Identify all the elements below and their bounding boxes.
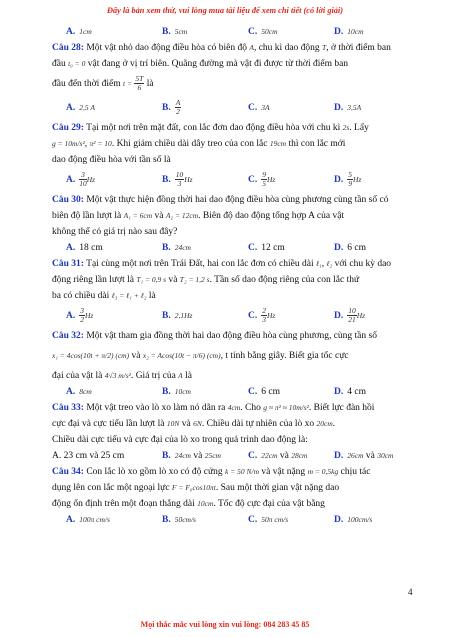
answer-row: A. $\frac{3}{10}$ Hz B. $\frac{10}{3}$ Hz C. $\frac{9}{5}$ Hz D. $\frac{5}{9}$ Hz	[66, 170, 362, 189]
page-number: 4	[408, 587, 413, 597]
question-31: Câu 31: Tại cùng một nơi trên Trái Đất, hai con lắc đơn có chiều dài ℓ₁, ℓ₂ với chu kỳ dao	[52, 259, 392, 269]
answer-row: A. 2,5 A B. $\frac{A}{2}$ C. 3A D. 3,5A	[66, 98, 362, 117]
question-30: Câu 30: Một vật thực hiện đồng thời hai dao động điều hòa cùng phương cùng tần số có	[52, 195, 389, 205]
question-32: Câu 32: Một vật tham gia đồng thời hai dao động điều hòa cùng phương, cùng tần số	[52, 331, 377, 341]
answer-row: A. 8cm B. 10cm C. 6 cm D. 4 cm	[66, 387, 366, 397]
answer-row: A. $\frac{3}{2}$ Hz B. 2,1Hz C. $\frac{2}{3}$ Hz D. $\frac{10}{21}$ Hz	[66, 306, 366, 325]
answer-row: A. 18 cm B. 24cm C. 12 cm D. 6 cm	[66, 243, 366, 253]
option-a: 1cm	[79, 27, 92, 36]
question-29: Câu 29: Tại một nơi trên mặt đất, con lắc đơn dao động điều hòa với chu kì 2s. Lấy	[52, 123, 369, 133]
question-34: Câu 34: Con lắc lò xo gồm lò xo có độ cứng k = 50 N/m và vật nặng m = 0,5kg chịu tác	[52, 467, 371, 477]
option-b: 5cm	[174, 27, 188, 36]
answer-row: A. 100π cm/s B. 50cm/s C. 50π cm/s D. 100cm/s	[66, 515, 373, 525]
document-page: A. 1cm B. 5cm C. 50cm D. 10cm Câu 28: Một vật nhỏ dao động điều hòa có biên độ A, chu kì dao động T, ở thời điểm ban đầu t₀ = 0 vật đang ở vị trí biên. Quãng đường mà vật đi được từ thời điểm ban đầu đến thời điểm t = $\frac{5T}{6}$ là A. 2,5 A B. $\frac{A}{2}$ C. 3A D. 3,5A Câu 29: Tại một nơi trên mặt đất, con lắc đơn dao động điều hòa với chu kì 2s. Lấy g = 10m/s², π² = 10. Khi giảm chiều dài dây treo của con lắc 19cm thì con lắc mới dao động điều hòa với tần số là A. $\frac{3}{10}$ Hz B. $\frac{10}{3}$ Hz C. $\frac{9}{5}$ Hz D. $\frac{5}{9}$ Hz Câu 30: Một vật thực hiện đồng thời hai dao động điều hòa cùng phương cùng tần số có biên độ lần lượt là A₁ = 6cm và A₂ = 12cm. Biên độ dao động tổng hợp A của vật không thể có giá trị nào sau đây? A. 18 cm B. 24cm C. 12 cm D. 6 cm Câu 31: Tại cùng một nơi trên Trái Đất, hai con lắc đơn có chiều dài ℓ₁, ℓ₂ với chu kỳ dao động riêng lần lượt là T₁ = 0,9 s và T₂ = 1,2 s. Tần số dao động riêng của con lắc thứ ba có chiều dài ℓ₃ = ℓ₁ + ℓ₂ là A. $\frac{3}{2}$ Hz B. 2,1Hz C. $\frac{2}{3}$ Hz D. $\frac{10}{21}$ Hz Câu 32: Một vật tham gia đồng thời hai dao động điều hòa cùng phương, cùng tần số x₁ = 4cos(10t + π/2) (cm) và x₂ = Acos(10t − π/6) (cm), t tính bằng giây. Biết gia tốc cực đại của vật là 4√3 m/s². Giá trị của A là A. 8cm B. 10cm C. 6 cm D. 4 cm Câu 33: Một vật treo vào lò xo làm nó dãn ra 4cm. Cho g ≈ π² ≈ 10m/s². Biết lực đàn hồi cực đại và cực tiểu lần lượt là 10N và 6N. Chiều dài tự nhiên của lò xo 20cm. Chiều dài cực tiểu và cực đại của lò xo trong quá trình dao động là: A. 23 cm và 25 cm B. 24cm và 25cm C. 22cm và 28cm D. 26cm và 30cm Câu 34: Con lắc lò xo gồm lò xo có độ cứng k = 50 N/m và vật nặng m = 0,5kg chịu tác dụng lên con lắc một ngoại lực F = F₀cos10πt. Sau một thời gian vật nặng dao động ổn định trên một đoạn thẳng dài 10cm. Tốc độ cực đại của vật bằng A. 100π cm/s B. 50cm/s C. 50π cm/s D. 100cm/s	[52, 24, 422, 528]
question-33: Câu 33: Một vật treo vào lò xo làm nó dãn ra 4cm. Cho g ≈ π² ≈ 10m/s². Biết lực đàn hồi	[52, 403, 375, 413]
preview-notice: Đây là bản xem thử, vui lòng mua tài liệu để xem chi tiết (có lời giải)	[107, 6, 343, 15]
option-c: 50cm	[261, 27, 278, 36]
answer-row: A. 1cm B. 5cm C. 50cm D. 10cm	[66, 27, 364, 37]
option-d: 10cm	[347, 27, 364, 36]
fraction: $\frac{5T}{6}$	[135, 74, 144, 93]
answer-row: A. 23 cm và 25 cm B. 24cm và 25cm C. 22cm và 28cm D. 26cm và 30cm	[52, 451, 394, 461]
question-28: Câu 28: Một vật nhỏ dao động điều hòa có biên độ A, chu kì dao động T, ở thời điểm ban	[52, 43, 391, 53]
footer-contact: Mọi thắc mắc vui lòng xin vui lòng: 084 283 45 85	[140, 620, 310, 629]
